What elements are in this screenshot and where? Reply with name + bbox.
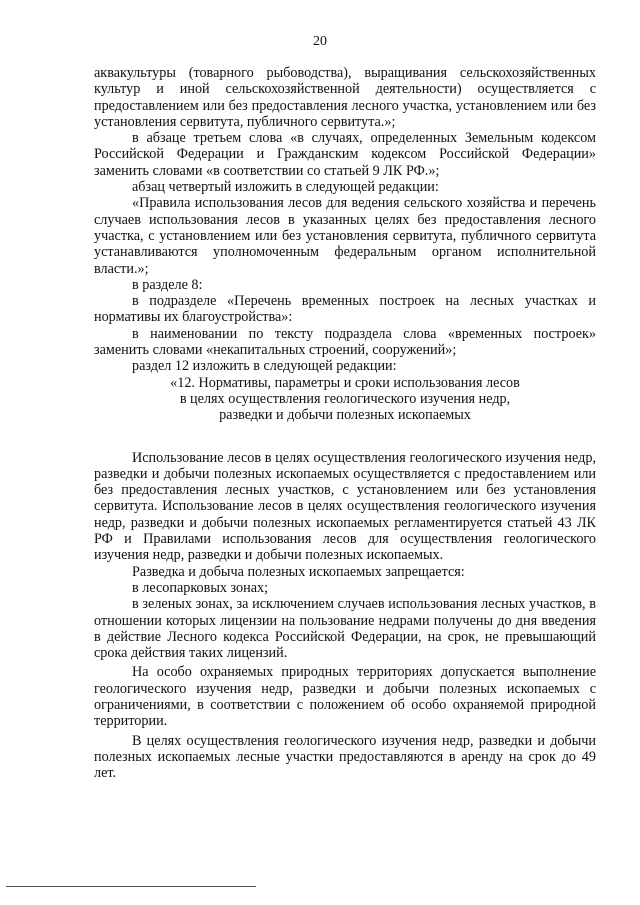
paragraph: «Правила использования лесов для ведения сельского хозяйства и перечень случаев использования лесов в указанных целях без предоставления лесного участка, с установлением или без установления сервитута, публичного сервитута устанавливаются уполномоченным федеральным органом исполнительной власти.»; [94, 195, 596, 277]
footer-rule [6, 886, 256, 887]
document-body [94, 65, 596, 781]
paragraph: в подразделе «Перечень временных построек на лесных участках и нормативы их благоустройства»: [94, 293, 596, 326]
paragraph: Разведка и добыча полезных ископаемых запрещается: [132, 563, 465, 580]
paragraph: На особо охраняемых природных территориях допускается выполнение геологического изучения недр, разведки и добычи полезных ископаемых с ограничениями, в соответствии с положением об особо охраняемой природной территории. [94, 664, 596, 730]
paragraph: абзац четвертый изложить в следующей редакции: [132, 179, 439, 196]
paragraph: раздел 12 изложить в следующей редакции: [132, 358, 397, 375]
paragraph: в разделе 8: [132, 276, 203, 293]
paragraph: Использование лесов в целях осуществления геологического изучения недр, разведки и добычи полезных ископаемых осуществляется с предоставлением или без предоставления лесных участков, с установлением или без установления сервитута. Использование лесов в целях осуществления геологического изучения недр, разведки и добычи полезных ископаемых регламентируется статьей 43 ЛК РФ и Правилами использования лесов для осуществления геологического изучения недр, разведки и добычи полезных ископаемых. [94, 449, 596, 564]
paragraph-continuation: аквакультуры (товарного рыбоводства), выращивания сельскохозяйственных культур и иной сельскохозяйственной деятельности) осуществляется с предоставлением или без предоставления лесного участка, установлением или без установления сервитута, публичного сервитута.»; [94, 65, 596, 130]
paragraph: в наименовании по тексту подраздела слова «временных построек» заменить словами «некапитальных строений, сооружений»; [94, 325, 596, 359]
page-number: 20 [313, 34, 327, 49]
paragraph: в лесопарковых зонах; [132, 579, 269, 596]
spacer [94, 424, 596, 450]
paragraph: в зеленых зонах, за исключением случаев использования лесных участков, в отношении которых лицензии на пользование недрами получены до дня введения в действие Лесного кодекса Российской Федерации, на срок, не превышающий срока действия таких лицензий. [94, 596, 596, 662]
paragraph: в абзаце третьем слова «в случаях, определенных Земельным кодексом Российской Федерации и Гражданским кодексом Российской Федерации» заменить словами «в соответствии со статьей 9 ЛК РФ.»; [94, 130, 596, 179]
paragraph: В целях осуществления геологического изучения недр, разведки и добычи полезных ископаемых лесные участки предоставляются в аренду на срок до 49 лет. [94, 732, 596, 782]
section-heading-line: разведки и добычи полезных ископаемых [219, 407, 471, 424]
section-heading-line: в целях осуществления геологического изучения недр, [179, 390, 511, 407]
section-heading-line: «12. Нормативы, параметры и сроки использования лесов [170, 374, 520, 391]
